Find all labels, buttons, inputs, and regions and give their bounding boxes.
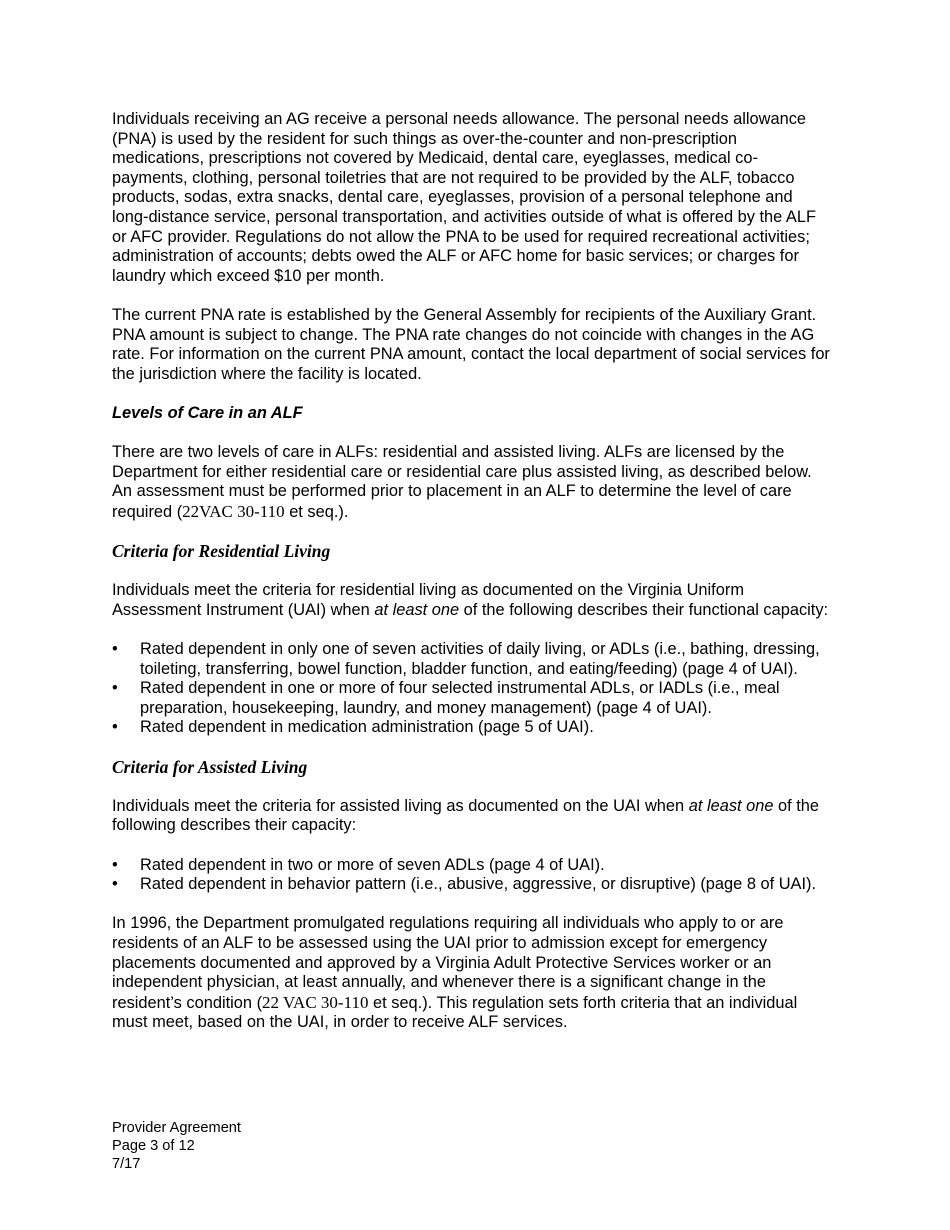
heading-levels-of-care: Levels of Care in an ALF <box>112 403 303 422</box>
bullet-icon: • <box>112 679 118 698</box>
heading-residential-living: Criteria for Residential Living <box>112 541 331 562</box>
bullet-icon: • <box>112 640 118 659</box>
page-footer <box>112 1119 241 1173</box>
document-page <box>112 110 832 1053</box>
paragraph-uai-regulation: In 1996, the Department promulgated regulations requiring all individuals who apply to or are residents of an ALF to be assessed using the UAI prior to admission except for emergency placements documented and approved by a Virginia Adult Protective Services worker or an independent physician, at least annually, and whenever there is a significant change in the resident’s condition (22 VAC 30-110 et seq.). This regulation sets forth criteria that an individual must meet, based on the UAI, in order to receive ALF services. <box>112 914 798 1032</box>
regulation-citation: 22 VAC 30-110 <box>262 992 369 1012</box>
paragraph-residential-criteria: Individuals meet the criteria for residential living as documented on the Virginia Uniform Assessment Instrument (UAI) when at least one of the following describes their functional capacity: <box>112 581 829 619</box>
list-item: • Rated dependent in two or more of seven ADLs (page 4 of UAI). <box>112 855 605 874</box>
list-item: • Rated dependent in only one of seven activities of daily living, or ADLs (i.e., bathing, dressing, toileting, transferring, bowel function, bladder function, and eating/feeding) (page 4 of UAI). <box>112 640 820 678</box>
emphasis-at-least-one: at least one <box>688 796 774 815</box>
bullet-icon: • <box>112 875 118 894</box>
paragraph-assisted-criteria: Individuals meet the criteria for assisted living as documented on the UAI when at least one of the following describes their capacity: <box>112 796 820 835</box>
footer-page-number: Page 3 of 12 <box>112 1138 195 1154</box>
paragraph-pna-rate: The current PNA rate is established by the General Assembly for recipients of the Auxiliary Grant. PNA amount is subject to change. The PNA rate changes do not coincide with changes in the AG rate. For information on the current PNA amount, contact the local department of social services for the jurisdiction where the facility is located. <box>112 305 830 383</box>
bullet-icon: • <box>112 718 118 737</box>
list-item: • Rated dependent in medication administration (page 5 of UAI). <box>112 718 594 737</box>
residential-criteria-list <box>112 640 832 738</box>
assisted-criteria-list <box>112 856 832 895</box>
paragraph-pna-description: Individuals receiving an AG receive a personal needs allowance. The personal needs allowance (PNA) is used by the resident for such things as over-the-counter and non-prescription medications, prescriptions not covered by Medicaid, dental care, eyeglasses, medical co-payments, clothing, personal toiletries that are not required to be provided by the ALF, tobacco products, sodas, extra snacks, dental care, eyeglasses, provision of a personal telephone and long-distance service, personal transportation, and activities outside of what is offered by the ALF or AFC provider. Regulations do not allow the PNA to be used for required recreational activities; administration of accounts; debts owed the ALF or AFC home for basic services; or charges for laundry which exceed $10 per month. <box>112 110 816 285</box>
regulation-citation: 22VAC 30-110 <box>182 501 285 521</box>
paragraph-levels-of-care: There are two levels of care in ALFs: residential and assisted living. ALFs are licensed by the Department for either residential care or residential care plus assisted living, as described below. An assessment must be performed prior to placement in an ALF to determine the level of care required (22VAC 30-110 et seq.). <box>112 443 812 521</box>
emphasis-at-least-one: at least one <box>374 600 460 619</box>
bullet-icon: • <box>112 855 118 874</box>
heading-assisted-living: Criteria for Assisted Living <box>112 756 308 777</box>
footer-revision-date: 7/17 <box>112 1156 141 1172</box>
list-item: • Rated dependent in behavior pattern (i.e., abusive, aggressive, or disruptive) (page 8 of UAI). <box>112 875 817 894</box>
list-item: • Rated dependent in one or more of four selected instrumental ADLs, or IADLs (i.e., meal preparation, housekeeping, laundry, and money management) (page 4 of UAI). <box>112 679 780 717</box>
footer-document-title: Provider Agreement <box>112 1120 241 1136</box>
